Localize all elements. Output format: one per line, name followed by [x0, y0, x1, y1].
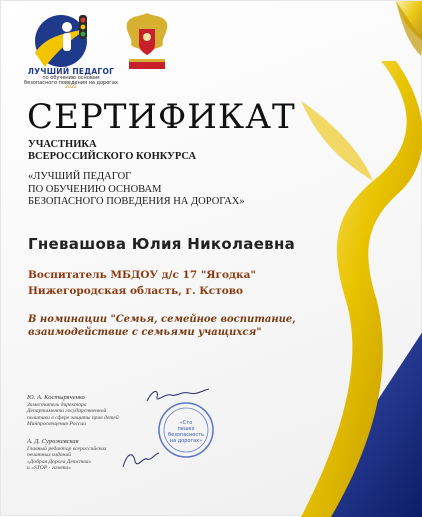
stamp-line-3: безопасность: [168, 432, 204, 438]
contest-line-1: «ЛУЧШИЙ ПЕДАГОГ: [28, 171, 132, 182]
signatory-1-role-2: Департамента государственной: [27, 408, 107, 415]
contest-line-2: ПО ОБУЧЕНИЮ ОСНОВАМ: [28, 183, 162, 195]
recipient-position: [28, 267, 256, 299]
signatory-2-name: А. Д. Сурожевская: [27, 438, 79, 445]
nomination: [28, 313, 328, 339]
signatory-2-role-1: Главный редактор всероссийских: [27, 445, 107, 452]
stamp-text: [163, 420, 209, 444]
nomination-line-1: В номинации "Семья, семейное воспитание,: [28, 314, 296, 325]
logo-caption-year: 2022: [65, 85, 77, 91]
certificate-title: СЕРТИФИКАТ: [27, 97, 296, 137]
contest-line-3: БЕЗОПАСНОГО ПОВЕДЕНИЯ НА ДОРОГАХ»: [28, 196, 245, 207]
stamp-line-4: на дорогах»: [169, 438, 203, 444]
signatory-1: [27, 395, 147, 428]
subtitle-line-2: ВСЕРОССИЙСКОГО КОНКУРСА: [28, 151, 197, 162]
position-line-2: Нижегородская область, г. Кстово: [28, 285, 244, 297]
signatory-1-role-4: Минпросвещения России: [27, 421, 87, 428]
contest-name: [28, 171, 245, 209]
certificate-subtitle: [28, 139, 196, 163]
signatory-1-role-3: политики в сфере защиты прав детей: [27, 414, 119, 421]
signatory-1-role-1: Заместитель директора: [27, 401, 87, 408]
stamp-line-1: «Сто: [179, 420, 193, 426]
logo-caption-line2: безопасного поведения на дорогах: [24, 80, 118, 87]
signatory-2-role-2: печатных изданий: [27, 452, 72, 459]
subtitle-line-1: УЧАСТНИКА: [28, 139, 97, 150]
logo-caption-line1: по обучению основам: [42, 74, 100, 81]
nomination-line-2: взаимодействие с семьями учащихся": [28, 327, 262, 338]
signatory-1-name: Ю. А. Костыряченко: [27, 394, 85, 401]
logo-caption-title: ЛУЧШИЙ ПЕДАГОГ: [27, 67, 115, 76]
recipient-name: Гневашова Юлия Николаевна: [28, 235, 296, 253]
ribbon-fold: [301, 101, 373, 181]
stamp-line-2: пешех: [177, 426, 195, 432]
signatory-2-role-3: «Добрая Дорога Детства»: [27, 458, 92, 465]
signatory-2-role-4: и «STOP - газета»: [27, 465, 72, 472]
position-line-1: Воспитатель МБДОУ д/с 17 "Ягодка": [28, 269, 256, 281]
coat-of-arms-icon: [121, 9, 173, 73]
logo-caption: [15, 68, 127, 91]
